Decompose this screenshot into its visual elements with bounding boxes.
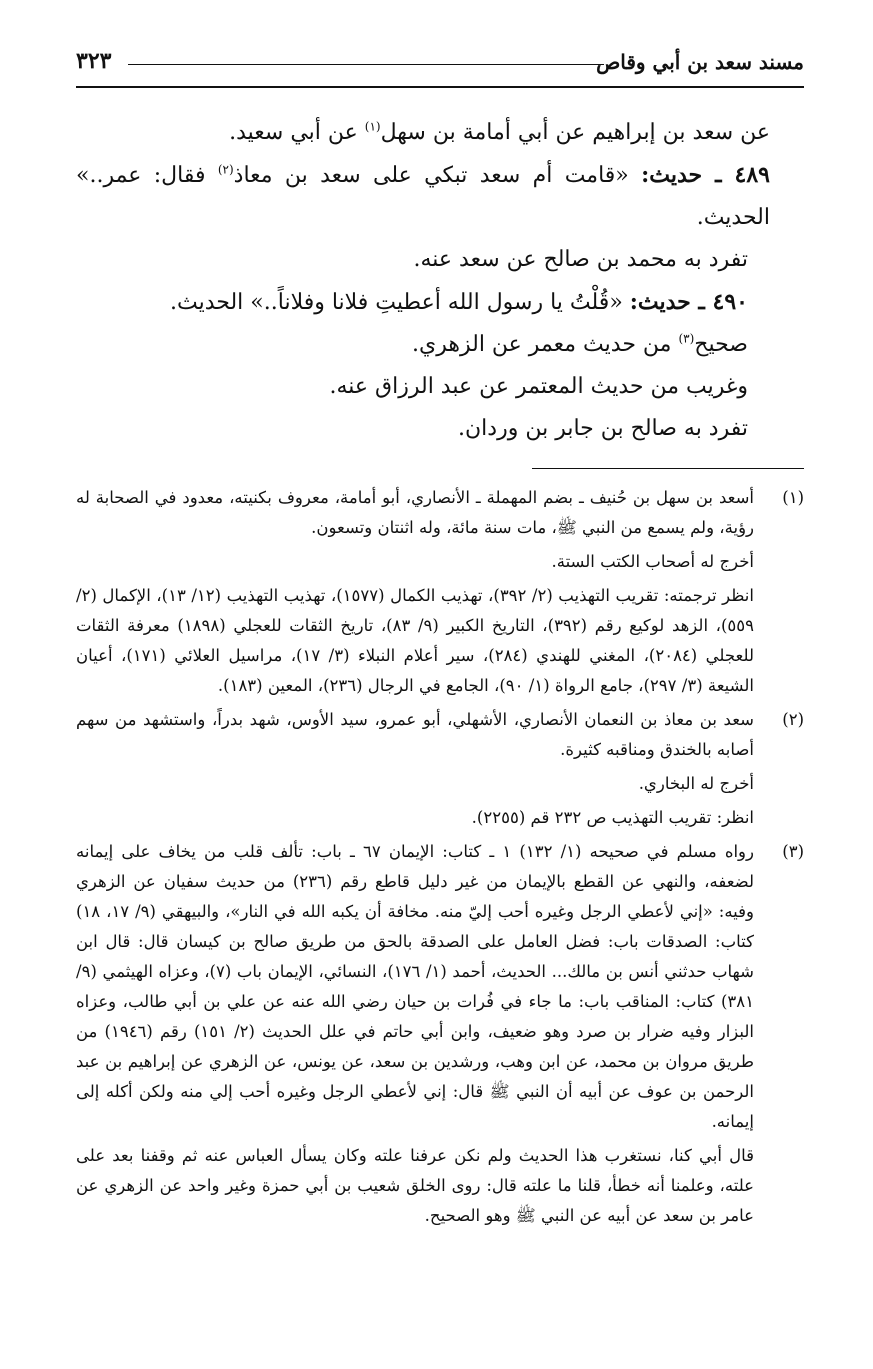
footnote-paragraph: أخرج له أصحاب الكتب الستة. [551,552,754,571]
footnote-ref-3: (٣) [678,331,695,346]
footnote-paragraph: أسعد بن سهل بن حُنيف ـ بضم المهملة ـ الأنصاري، أبو أمامة، معروف بكنيته، معدود في الصحابة له رؤية، ولم يسمع من النبي ﷺ، مات سنة مائة، وله اثنتان وتسعون. [76,488,754,537]
hadith-490: ٤٩٠ ـ حديث: «قُلْتُ يا رسول الله أعطيتِ فلانا وفلاناً..» الحديث. [170,289,748,315]
footnote-paragraph: رواه مسلم في صحيحه (١/ ١٣٢) ١ ـ كتاب: الإيمان ٦٧ ـ باب: تألف قلب من يخاف على إيمانه لضعفه، والنهي عن القطع بالإيمان من غير دليل قاطع رقم (٢٣٦) من حديث سفيان عن الزهري وفيه: «إني لأعطي الرجل وغيره أحب إليّ منه. مخافة أن يكبه الله في النار»، والبيهقي (٩/ ١٧، ١٨) كتاب: الصدقات باب: فضل العامل على الصدقة بالحق من طريق صالح بن كيسان قال: قال ابن شهاب حدثني أنس بن مالك... الحديث، أحمد (١/ ١٧٦)، النسائي، الإيمان باب (٧)، وعزاه الهيثمي (٩/ ٣٨١) كتاب: المناقب باب: ما جاء في فُرات بن حيان رضي الله عنه عن علي بن أبي طالب، وعزاه البزار وفيه ضرار بن صرد وهو ضعيف، وابن أبي حاتم في علل الحديث (٢/ ١٥١) رقم (١٩٤٦) من طريق مروان بن محمد، عن ابن وهب، ورشدين بن سعد، عن يونس، عن الزهري عن إبراهيم بن عبد الرحمن بن عوف عن أبيه أن النبي ﷺ قال: إني لأعطي الرجل وغيره أحب إلي منه ولكن أكله إلى إيمانه. [76,842,755,1131]
hadith-489: ٤٨٩ ـ حديث: «قامت أم سعد تبكي على سعد بن معاذ$^{(٢)}$ فقال: عمر..» الحديث. [76,162,770,230]
hadith-489-number: ٤٨٩ ـ حديث: [641,162,770,188]
footnote-paragraph: قال أبي كنا، نستغرب هذا الحديث ولم نكن عرفنا علته وكان يسأل العباس عنه ثم وقفنا بعد على علته، وعلمنا أنه خطأ، قلنا ما علته قال: روى الخلق شعيب بن أبي حمزة وغير واحد عن الزهري عن عامر بن سعد عن أبيه عن النبي ﷺ وهو الصحيح. [76,1146,754,1225]
tafarrud-line-2: تفرد به صالح بن جابر بن وردان. [458,416,748,441]
footnote-ref-2: (٢) [217,162,234,177]
footnote-paragraph: انظر: تقريب التهذيب ص ٢٣٢ قم (٢٢٥٥). [471,808,754,827]
footnote-ref-1: (١) [364,119,381,134]
chain-line: عن سعد بن إبراهيم عن أبي أمامة بن سهل$^{(١)}$ عن أبي سعيد. [229,119,770,145]
sahih-line: صحيح$^{(٣)}$ من حديث معمر عن الزهري. [412,331,748,357]
header-title: مسند سعد بن أبي وقاص [596,50,804,74]
footnote-2 [76,705,804,833]
gharib-line: وغريب من حديث المعتمر عن عبد الرزاق عنه. [329,374,748,399]
main-text [76,112,804,450]
footnote-3 [76,837,804,1231]
footnote-1 [76,483,804,701]
footnote-paragraph: سعد بن معاذ بن النعمان الأنصاري، الأشهلي، أبو عمرو، سيد الأوس، شهد بدراً، واستشهد من سهم أصابه بالخندق ومناقبه كثيرة. [76,710,754,759]
footnotes [76,483,804,1231]
footnote-separator [532,468,804,469]
hadith-490-number: ٤٩٠ ـ حديث: [629,289,748,315]
page [76,40,804,1235]
footnote-number: (٣) [782,842,804,861]
footnote-number: (١) [782,488,804,507]
page-number: ٣٢٣ [76,48,112,74]
tafarrud-line-1: تفرد به محمد بن صالح عن سعد عنه. [413,247,748,272]
header-rule [128,64,604,65]
footnote-paragraph: انظر ترجمته: تقريب التهذيب (٢/ ٣٩٢)، تهذيب الكمال (١٥٧٧)، تهذيب التهذيب (١٢/ ١٣)، الإكمال (٢/ ٥٥٩)، الزهد لوكيع رقم (٣٩٢)، التاريخ الكبير (٩/ ٨٣)، تاريخ الثقات للعجلي (١٨٩٨) معرفة الثقات للعجلي (٢٠٨٤)، المغني للهندي (٢٨٤)، سير أعلام النبلاء (٣/ ١٧)، مراسيل العلائي (١٧١)، أعيان الشيعة (٣/ ٢٩٧)، جامع الرواة (١/ ٩٠)، الجامع في الرجال (٢٣٦)، المعين (١٨٣). [76,586,755,695]
running-header [76,40,804,88]
footnote-paragraph: أخرج له البخاري. [638,774,754,793]
footnote-number: (٢) [782,710,804,729]
